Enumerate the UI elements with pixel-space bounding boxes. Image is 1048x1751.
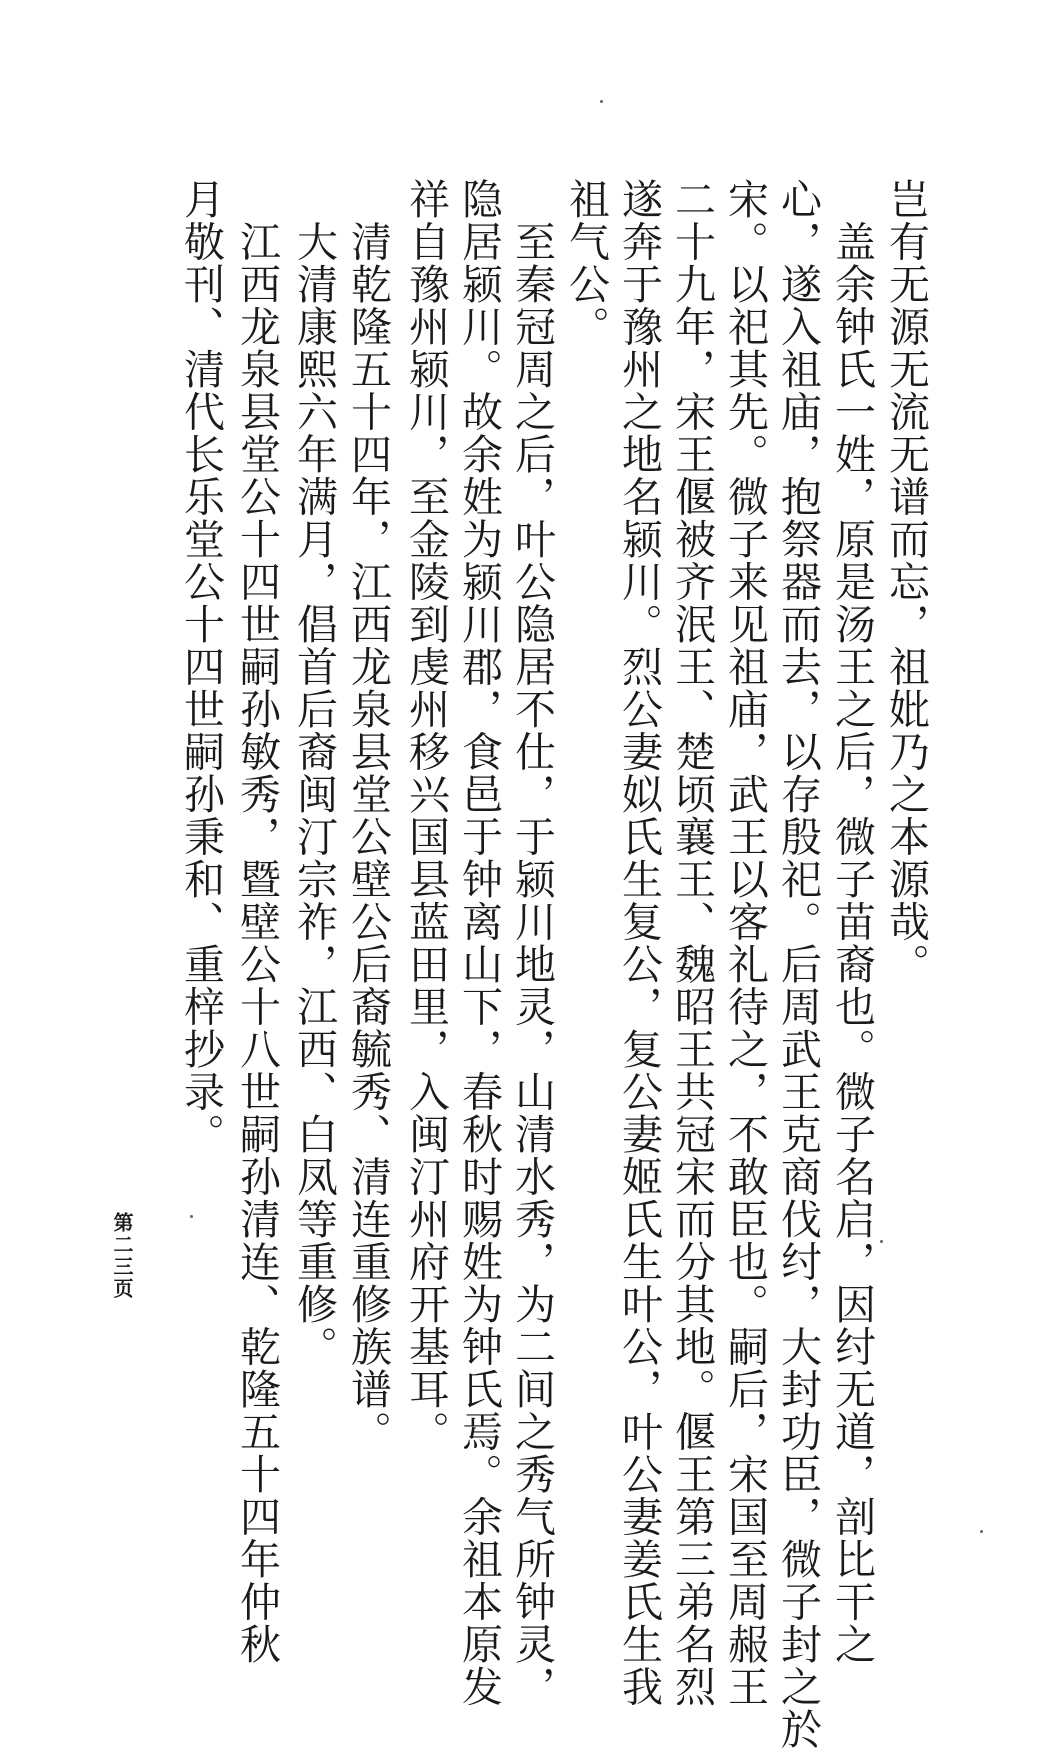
text-column-3: 心，遂入祖庙，抱祭器而去，以存殷祀。后周武王克商伐纣，大封功臣，微子封之於 [774, 178, 822, 1751]
text-column-9: 隐居颍川。故余姓为颍川郡，食邑于钟离山下，春秋时赐姓为钟氏焉。余祖本原发 [455, 178, 503, 1708]
text-column-4: 宋。以祀其先。微子来见祖庙，武王以客礼待之，不敢臣也。嗣后，宋国至周赧王 [721, 178, 769, 1708]
text-column-13: 江西龙泉县堂公十四世嗣孙敏秀，暨壁公十八世嗣孙清连、乾隆五十四年仲秋 [233, 178, 281, 1666]
scan-speck [880, 1240, 883, 1243]
text-column-6: 遂奔于豫州之地名颍川。烈公妻姒氏生复公，复公妻姬氏生叶公，叶公妻姜氏生我 [615, 178, 663, 1708]
text-column-12: 大清康熙六年满月，倡首后裔闽汀宗祚，江西、白凤等重修。 [290, 178, 338, 1368]
text-column-11: 清乾隆五十四年，江西龙泉县堂公壁公后裔毓秀、清连重修族谱。 [344, 178, 392, 1453]
text-column-7: 祖气公。 [562, 178, 610, 348]
text-column-10: 祥自豫州颍川，至金陵到虔州移兴国县蓝田里，入闽汀州府开基耳。 [402, 178, 450, 1453]
text-column-5: 二十九年，宋王偃被齐泯王、楚顷襄王、魏昭王共冠宋而分其地。偃王第三弟名烈 [668, 178, 716, 1708]
scan-speck [600, 100, 603, 103]
text-column-1: 岂有无源无流无谱而忘，祖妣乃之本源哉。 [882, 178, 930, 986]
text-column-2: 盖余钟氏一姓，原是汤王之后，微子苗裔也。微子名启，因纣无道，剖比干之 [828, 178, 876, 1666]
page-number: 第二三页 [110, 1212, 134, 1300]
text-column-8: 至秦冠周之后，叶公隐居不仕，于颍川地灵，山清水秀，为二间之秀气所钟灵， [508, 178, 556, 1708]
text-column-14: 月敬刊、清代长乐堂公十四世嗣孙秉和、重梓抄录。 [177, 178, 225, 1156]
scan-speck [980, 1530, 983, 1533]
scan-speck [190, 1215, 193, 1218]
